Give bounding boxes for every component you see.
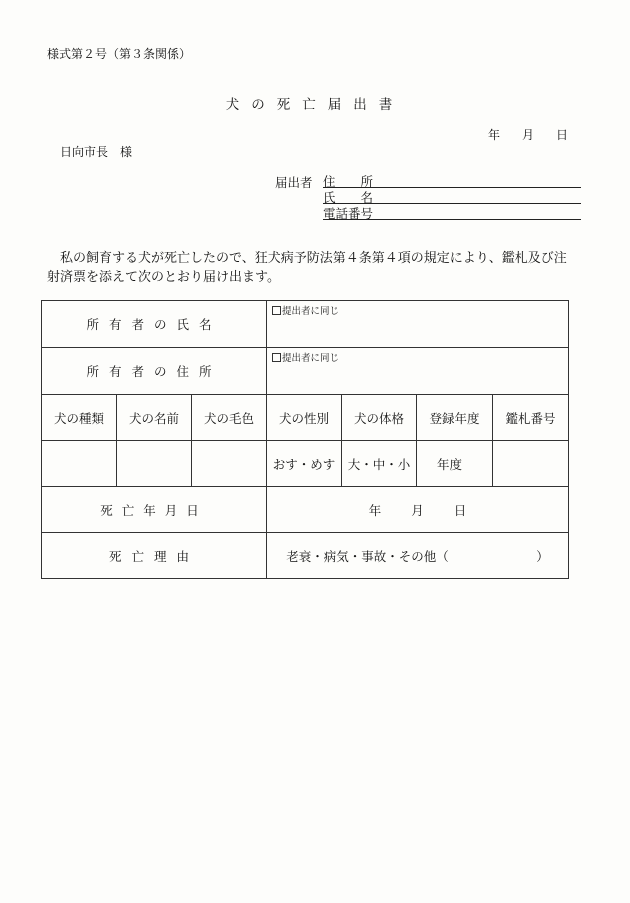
same-as-reporter-option[interactable] [272, 303, 339, 317]
header-dog-color: 犬の毛色 [192, 395, 267, 441]
registration-year-cell[interactable]: 年度 [417, 441, 493, 487]
same-as-reporter-option[interactable] [272, 350, 339, 364]
owner-name-row [42, 301, 569, 348]
death-date-label: 死亡年月日 [42, 487, 267, 533]
dog-value-row [42, 441, 569, 487]
reporter-address-label: 住 所 [323, 174, 374, 189]
owner-address-cell[interactable] [267, 348, 569, 395]
death-date-cell[interactable] [267, 487, 569, 533]
dog-sex-cell[interactable]: おす・めす [267, 441, 342, 487]
death-month-label: 月 [411, 502, 424, 518]
reporter-address-field[interactable] [323, 172, 581, 188]
dog-header-row [42, 395, 569, 441]
header-license-number: 鑑札番号 [493, 395, 569, 441]
same-as-reporter-text: 提出者に同じ [282, 353, 340, 364]
header-dog-sex: 犬の性別 [267, 395, 342, 441]
form-title: 犬の死亡届出書 [225, 97, 405, 113]
death-year-label: 年 [368, 502, 382, 518]
license-number-cell[interactable] [493, 441, 569, 487]
death-reason-cell[interactable]: 老衰・病気・事故・その他（ ） [267, 533, 569, 579]
declaration-text: 私の飼育する犬が死亡したので、狂犬病予防法第４条第４項の規定により、鑑札及び注射済票を添えて次のとおり届け出ます。 [47, 251, 567, 285]
dog-death-table [41, 300, 569, 579]
reporter-phone-label: 電話番号 [323, 206, 374, 221]
death-reason-row [42, 533, 569, 579]
dog-breed-cell[interactable] [42, 441, 117, 487]
date-day-label: 日 [556, 128, 569, 142]
dog-name-cell[interactable] [117, 441, 192, 487]
header-registration-year: 登録年度 [417, 395, 493, 441]
reporter-label: 届出者 [275, 175, 313, 190]
addressee: 日向市長 様 [60, 145, 133, 159]
death-reason-label: 死亡理由 [42, 533, 267, 579]
reporter-name-field[interactable] [323, 188, 581, 204]
header-dog-name: 犬の名前 [117, 395, 192, 441]
date-month-label: 月 [522, 128, 535, 142]
submission-date [488, 126, 568, 143]
reporter-name-label: 氏 名 [323, 190, 374, 205]
checkbox-icon[interactable] [272, 353, 281, 362]
dog-color-cell[interactable] [192, 441, 267, 487]
header-dog-breed: 犬の種類 [42, 395, 117, 441]
death-day-label: 日 [453, 502, 467, 518]
reporter-phone-field[interactable] [323, 204, 581, 220]
death-date-row [42, 487, 569, 533]
owner-name-cell[interactable] [267, 301, 569, 348]
checkbox-icon[interactable] [272, 306, 281, 315]
same-as-reporter-text: 提出者に同じ [282, 306, 340, 317]
owner-address-row [42, 348, 569, 395]
header-dog-size: 犬の体格 [342, 395, 417, 441]
date-year-label: 年 [488, 128, 501, 142]
dog-size-cell[interactable]: 大・中・小 [342, 441, 417, 487]
owner-address-label: 所有者の住所 [42, 348, 267, 395]
form-number: 様式第２号（第３条関係） [47, 47, 192, 61]
owner-name-label: 所有者の氏名 [42, 301, 267, 348]
